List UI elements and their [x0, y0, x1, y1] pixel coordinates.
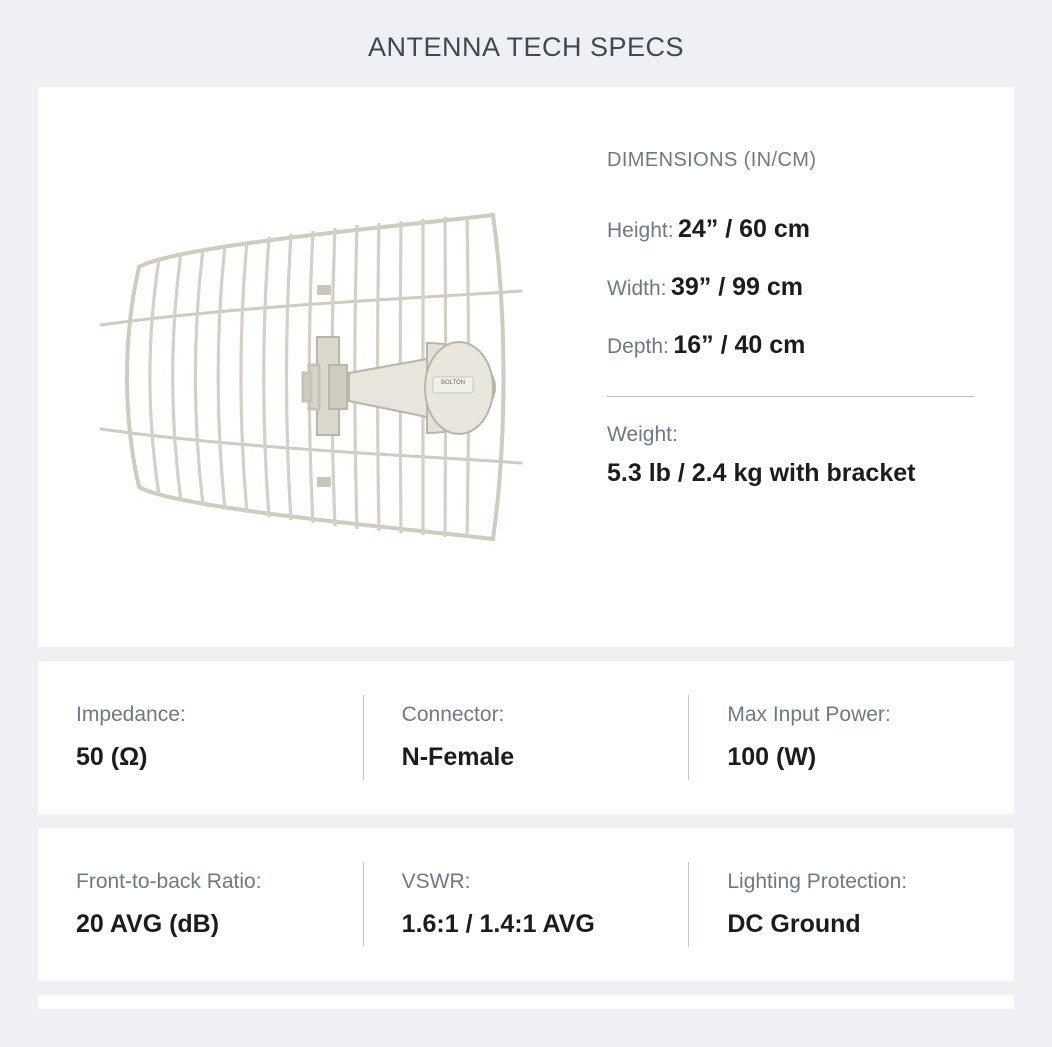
next-card-peek — [38, 995, 1014, 1009]
dimension-label: Height: — [607, 219, 674, 242]
spec-value: DC Ground — [727, 910, 861, 938]
dimension-label: Width: — [607, 277, 667, 300]
product-brand-text: BOLTON — [440, 380, 465, 386]
hero-card — [38, 87, 1014, 647]
spec-label: Max Input Power: — [727, 703, 891, 726]
spec-cell-vswr — [363, 862, 689, 947]
spec-label: Front-to-back Ratio: — [76, 870, 262, 893]
dimensions-heading: DIMENSIONS (IN/CM) — [607, 149, 817, 171]
weight-label: Weight: — [607, 423, 678, 446]
dimension-row-height — [607, 214, 974, 244]
spec-value: N-Female — [401, 743, 515, 771]
spec-cell-impedance — [38, 695, 363, 780]
spec-label: Impedance: — [76, 703, 186, 726]
dimension-row-depth — [607, 330, 974, 360]
weight-value: 5.3 lb / 2.4 kg with bracket — [607, 459, 916, 487]
spec-value: 50 (Ω) — [76, 743, 148, 771]
hero-section — [38, 87, 1014, 647]
dimension-label: Depth: — [607, 335, 669, 358]
spec-value: 20 AVG (dB) — [76, 910, 220, 938]
dimension-value: 16” / 40 cm — [673, 331, 806, 359]
dimension-value: 24” / 60 cm — [678, 215, 811, 243]
dimension-value: 39” / 99 cm — [670, 273, 803, 301]
spec-value: 1.6:1 / 1.4:1 AVG — [401, 910, 595, 938]
page-title: ANTENNA TECH SPECS — [367, 32, 685, 62]
spec-label: Lighting Protection: — [727, 870, 908, 893]
spec-cell-lighting-protection — [688, 862, 1014, 947]
spec-cell-front-to-back-ratio — [38, 862, 363, 947]
spec-row-1 — [38, 661, 1014, 814]
spec-row-2 — [38, 828, 1014, 981]
spec-cell-connector — [363, 695, 689, 780]
spec-value: 100 (W) — [727, 743, 817, 771]
spec-label: VSWR: — [401, 870, 471, 893]
antenna-product-image — [38, 87, 583, 647]
spec-cell-max-input-power — [688, 695, 1014, 780]
dimension-row-width — [607, 272, 974, 302]
parabolic-grid-antenna-icon — [81, 187, 551, 547]
section-divider — [607, 396, 974, 397]
spec-label: Connector: — [401, 703, 505, 726]
dimensions-panel — [583, 87, 1014, 647]
